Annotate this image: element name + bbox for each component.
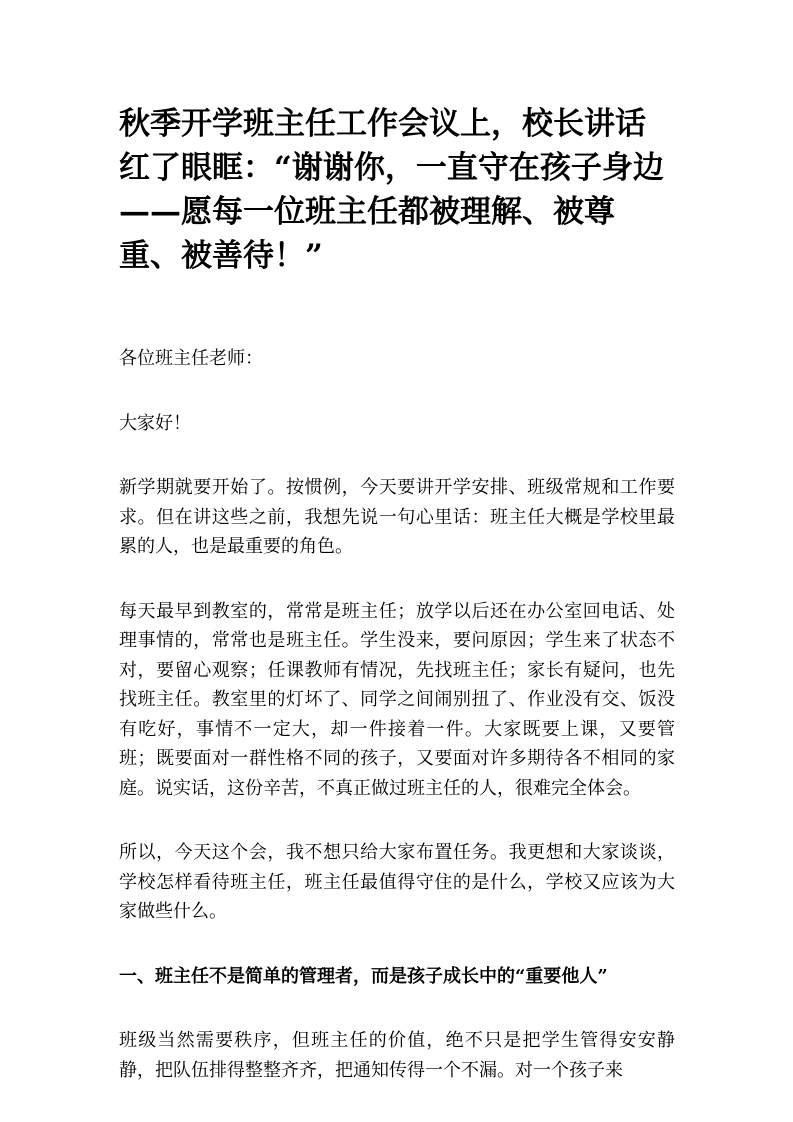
salutation: 各位班主任老师： — [119, 348, 263, 369]
body-paragraph: 新学期就要开始了。按惯例，今天要讲开学安排、班级常规和工作要求。但在讲这些之前，我想先说一句心里话：班主任大概是学校里最累的人，也是最重要的角色。 — [119, 477, 675, 557]
document-title: 秋季开学班主任工作会议上，校长讲话红了眼眶：“谢谢你，一直守在孩子身边——愿每一位班主任都被理解、被尊重、被善待！” — [119, 106, 664, 274]
body-paragraph: 每天最早到教室的，常常是班主任；放学以后还在办公室回电话、处理事情的，常常也是班主任。学生没来，要问原因；学生来了状态不对，要留心观察；任课教师有情况，先找班主任；家长有疑问，也先找班主任。教室里的灯坏了、同学之间闹别扭了、作业没有交、饭没有吃好，事情不一定大，却一件接着一件。大家既要上课，又要管班；既要面对一群性格不同的孩子，又要面对许多期待各不相同的家庭。说实话，这份辛苦，不真正做过班主任的人，很难完全体会。 — [119, 600, 675, 799]
body-paragraph: 所以，今天这个会，我不想只给大家布置任务。我更想和大家谈谈，学校怎样看待班主任，班主任最值得守住的是什么，学校又应该为大家做些什么。 — [119, 842, 675, 922]
document-body — [119, 102, 675, 1120]
greeting: 大家好！ — [119, 412, 191, 434]
section-paragraph: 班级当然需要秩序，但班主任的价值，绝不只是把学生管得安安静静，把队伍排得整整齐齐，把通知传得一个不漏。对一个孩子来 — [119, 1030, 675, 1081]
section-heading: 一、班主任不是简单的管理者，而是孩子成长中的“重要他人” — [119, 965, 608, 987]
